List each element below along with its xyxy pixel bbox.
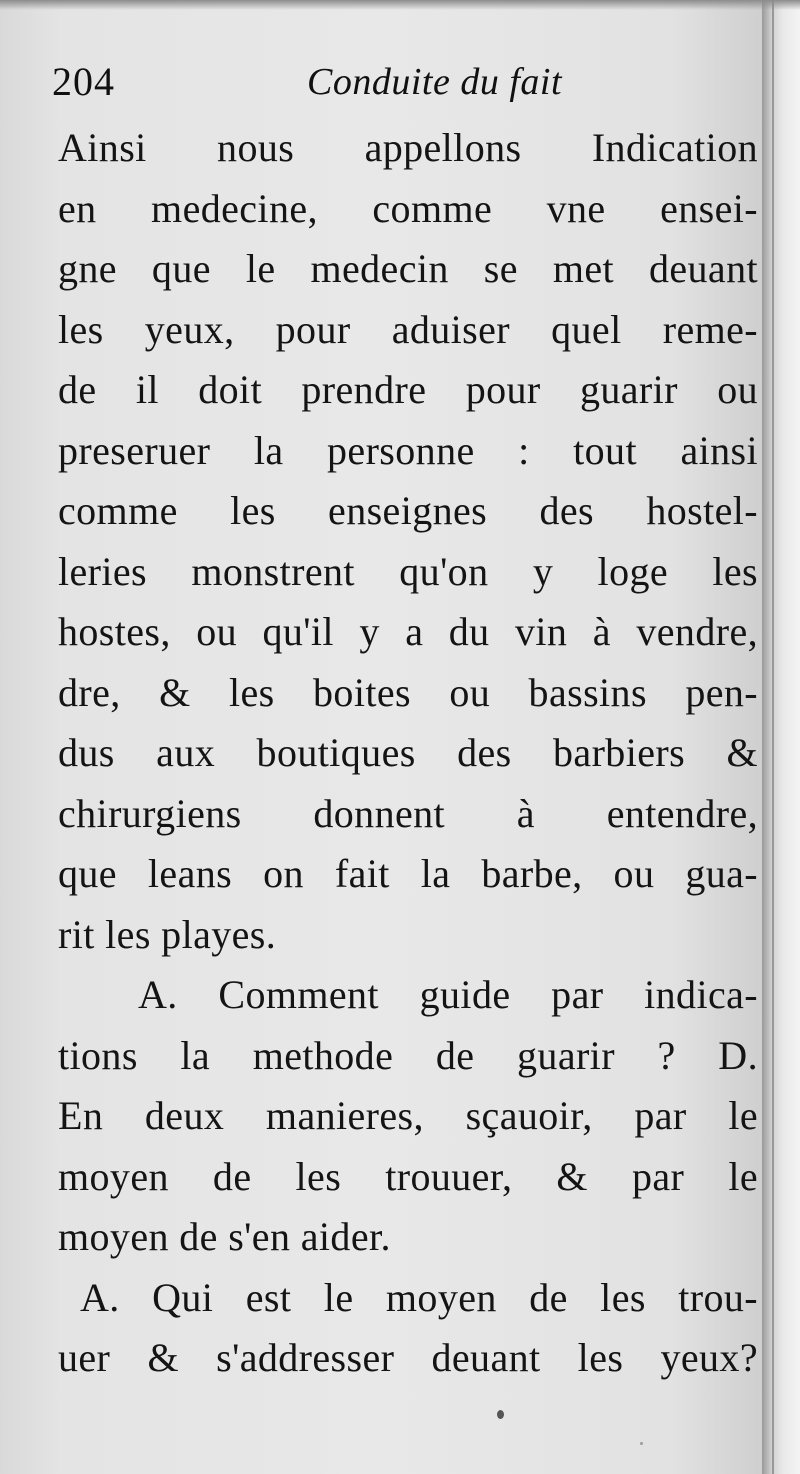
text-line: que leans on fait la barbe, ou gua- (58, 851, 758, 896)
text-line: leries monstrent qu'on y loge les (58, 548, 758, 594)
text-line: chirurgiens donnent à entendre, (58, 790, 758, 836)
text-line: En deux manieres, sçauoir, par le (58, 1093, 758, 1138)
ink-speck (640, 1442, 643, 1445)
text-line: uer & s'addresser deuant les yeux? (58, 1335, 758, 1380)
body-text (58, 118, 758, 1389)
page-number: 204 (52, 59, 115, 104)
text-line: preseruer la personne : tout ainsi (58, 427, 758, 473)
text-line: en medecine, comme vne ensei- (58, 185, 758, 231)
top-shadow (0, 0, 800, 10)
text-line: tions la methode de guarir ? D. (58, 1032, 758, 1078)
text-line: gne que le medecin se met deuant (58, 246, 758, 291)
text-line: comme les enseignes des hostel- (58, 488, 758, 533)
text-line: moyen de les trouuer, & par le (58, 1153, 758, 1199)
text-line: Ainsi nous appellons Indication (58, 125, 758, 170)
text-line: hostes, ou qu'il y a du vin à vendre, (58, 609, 758, 654)
text-line: dre, & les boites ou bassins pen- (58, 669, 758, 715)
ink-speck (497, 1410, 504, 1419)
text-line: dus aux boutiques des barbiers & (58, 730, 758, 775)
page-edge (762, 0, 800, 1474)
running-head (52, 58, 652, 114)
text-line: A. Qui est le moyen de les trou- (80, 1274, 758, 1320)
text-line: les yeux, pour aduiser quel reme- (58, 306, 758, 352)
text-line: de il doit prendre pour guarir ou (58, 367, 758, 412)
running-head-title: Conduite du fait (307, 61, 562, 103)
page-edge-line (772, 0, 774, 1474)
text-line: A. Comment guide par indica- (138, 972, 758, 1017)
text-line: rit les playes. (58, 911, 277, 957)
text-line: moyen de s'en aider. (58, 1214, 391, 1259)
